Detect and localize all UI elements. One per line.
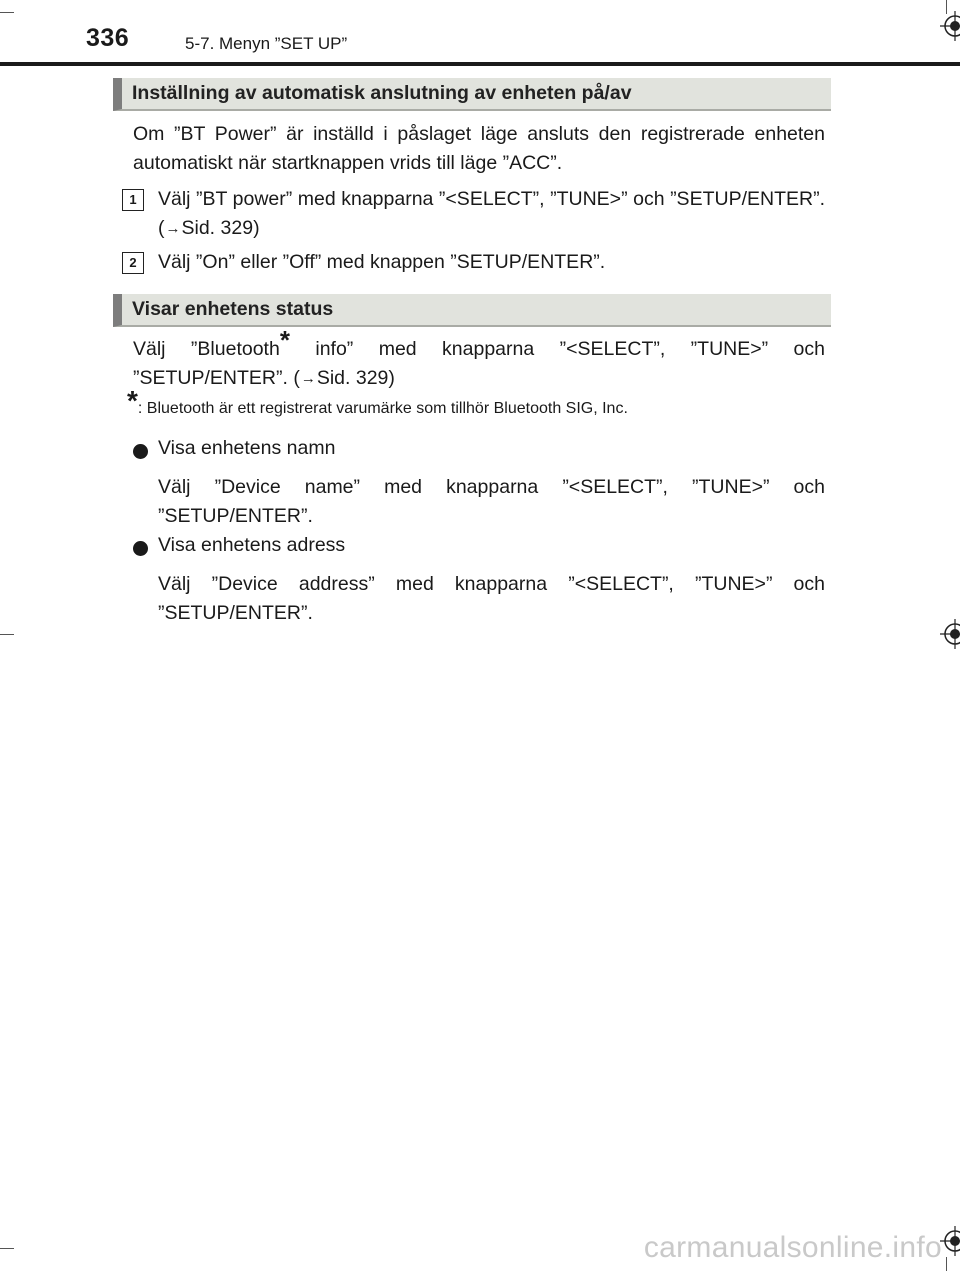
intro-text-start: Välj ”Bluetooth: [133, 338, 280, 360]
intro-text-body: info” med knapparna ”<SELECT”, ”TUNE>” och ”SETUP/ENTER”. (: [133, 338, 825, 389]
crop-mark: [946, 1257, 947, 1271]
registration-mark-icon: [940, 11, 960, 41]
registration-mark-icon: [940, 619, 960, 649]
arrow-right-icon: →: [165, 220, 181, 237]
footnote-star: *: [279, 325, 290, 355]
crop-mark: [0, 12, 14, 13]
arrow-right-icon: →: [300, 370, 316, 387]
bullet-icon: [133, 444, 148, 459]
watermark: carmanualsonline.info: [643, 1231, 942, 1264]
footnote-star: *: [127, 385, 138, 416]
header-rule: [0, 62, 960, 66]
bullet-text: Välj ”Device name” med knapparna ”<SELECT”, ”TUNE>” och ”SETUP/ENTER”.: [158, 476, 825, 527]
section-heading-auto-connect: Inställning av automatisk anslutning av enheten på/av: [113, 78, 831, 111]
chapter-title: 5-7. Menyn ”SET UP”: [185, 34, 348, 53]
footnote-text: : Bluetooth är ett registrerat varumärke som tillhör Bluetooth SIG, Inc.: [137, 400, 628, 417]
step-number-badge: 2: [122, 252, 144, 274]
step-text: [158, 185, 825, 244]
page-reference-link[interactable]: Sid. 329: [316, 367, 389, 389]
step-text: Välj ”On” eller ”Off” med knappen ”SETUP/ENTER”.: [158, 251, 606, 273]
page-reference-link[interactable]: Sid. 329: [181, 217, 254, 239]
section-heading-device-status: Visar enhetens status: [113, 294, 831, 327]
registration-mark-icon: [940, 1226, 960, 1256]
bullet-icon: [133, 541, 148, 556]
bullet-label: Visa enhetens adress: [158, 534, 346, 556]
step-text-body: Välj ”BT power” med knapparna ”<SELECT”, ”TUNE>” och ”SETUP/ENTER”. (: [158, 188, 825, 239]
section-intro: [133, 325, 825, 394]
intro-text-end: ): [388, 367, 395, 389]
crop-mark: [0, 634, 14, 635]
bullet-text: Välj ”Device address” med knapparna ”<SELECT”, ”TUNE>” och ”SETUP/ENTER”.: [158, 573, 825, 624]
step-number-badge: 1: [122, 189, 144, 211]
crop-mark: [0, 1248, 14, 1249]
section-intro: Om ”BT Power” är inställd i påslaget läge ansluts den registrerade enheten automatiskt när startknappen vrids till läge ”ACC”.: [133, 123, 825, 174]
footnote: [127, 385, 628, 418]
bullet-label: Visa enhetens namn: [158, 437, 336, 459]
page-number: 336: [86, 24, 130, 52]
step-text-end: ): [253, 217, 260, 239]
